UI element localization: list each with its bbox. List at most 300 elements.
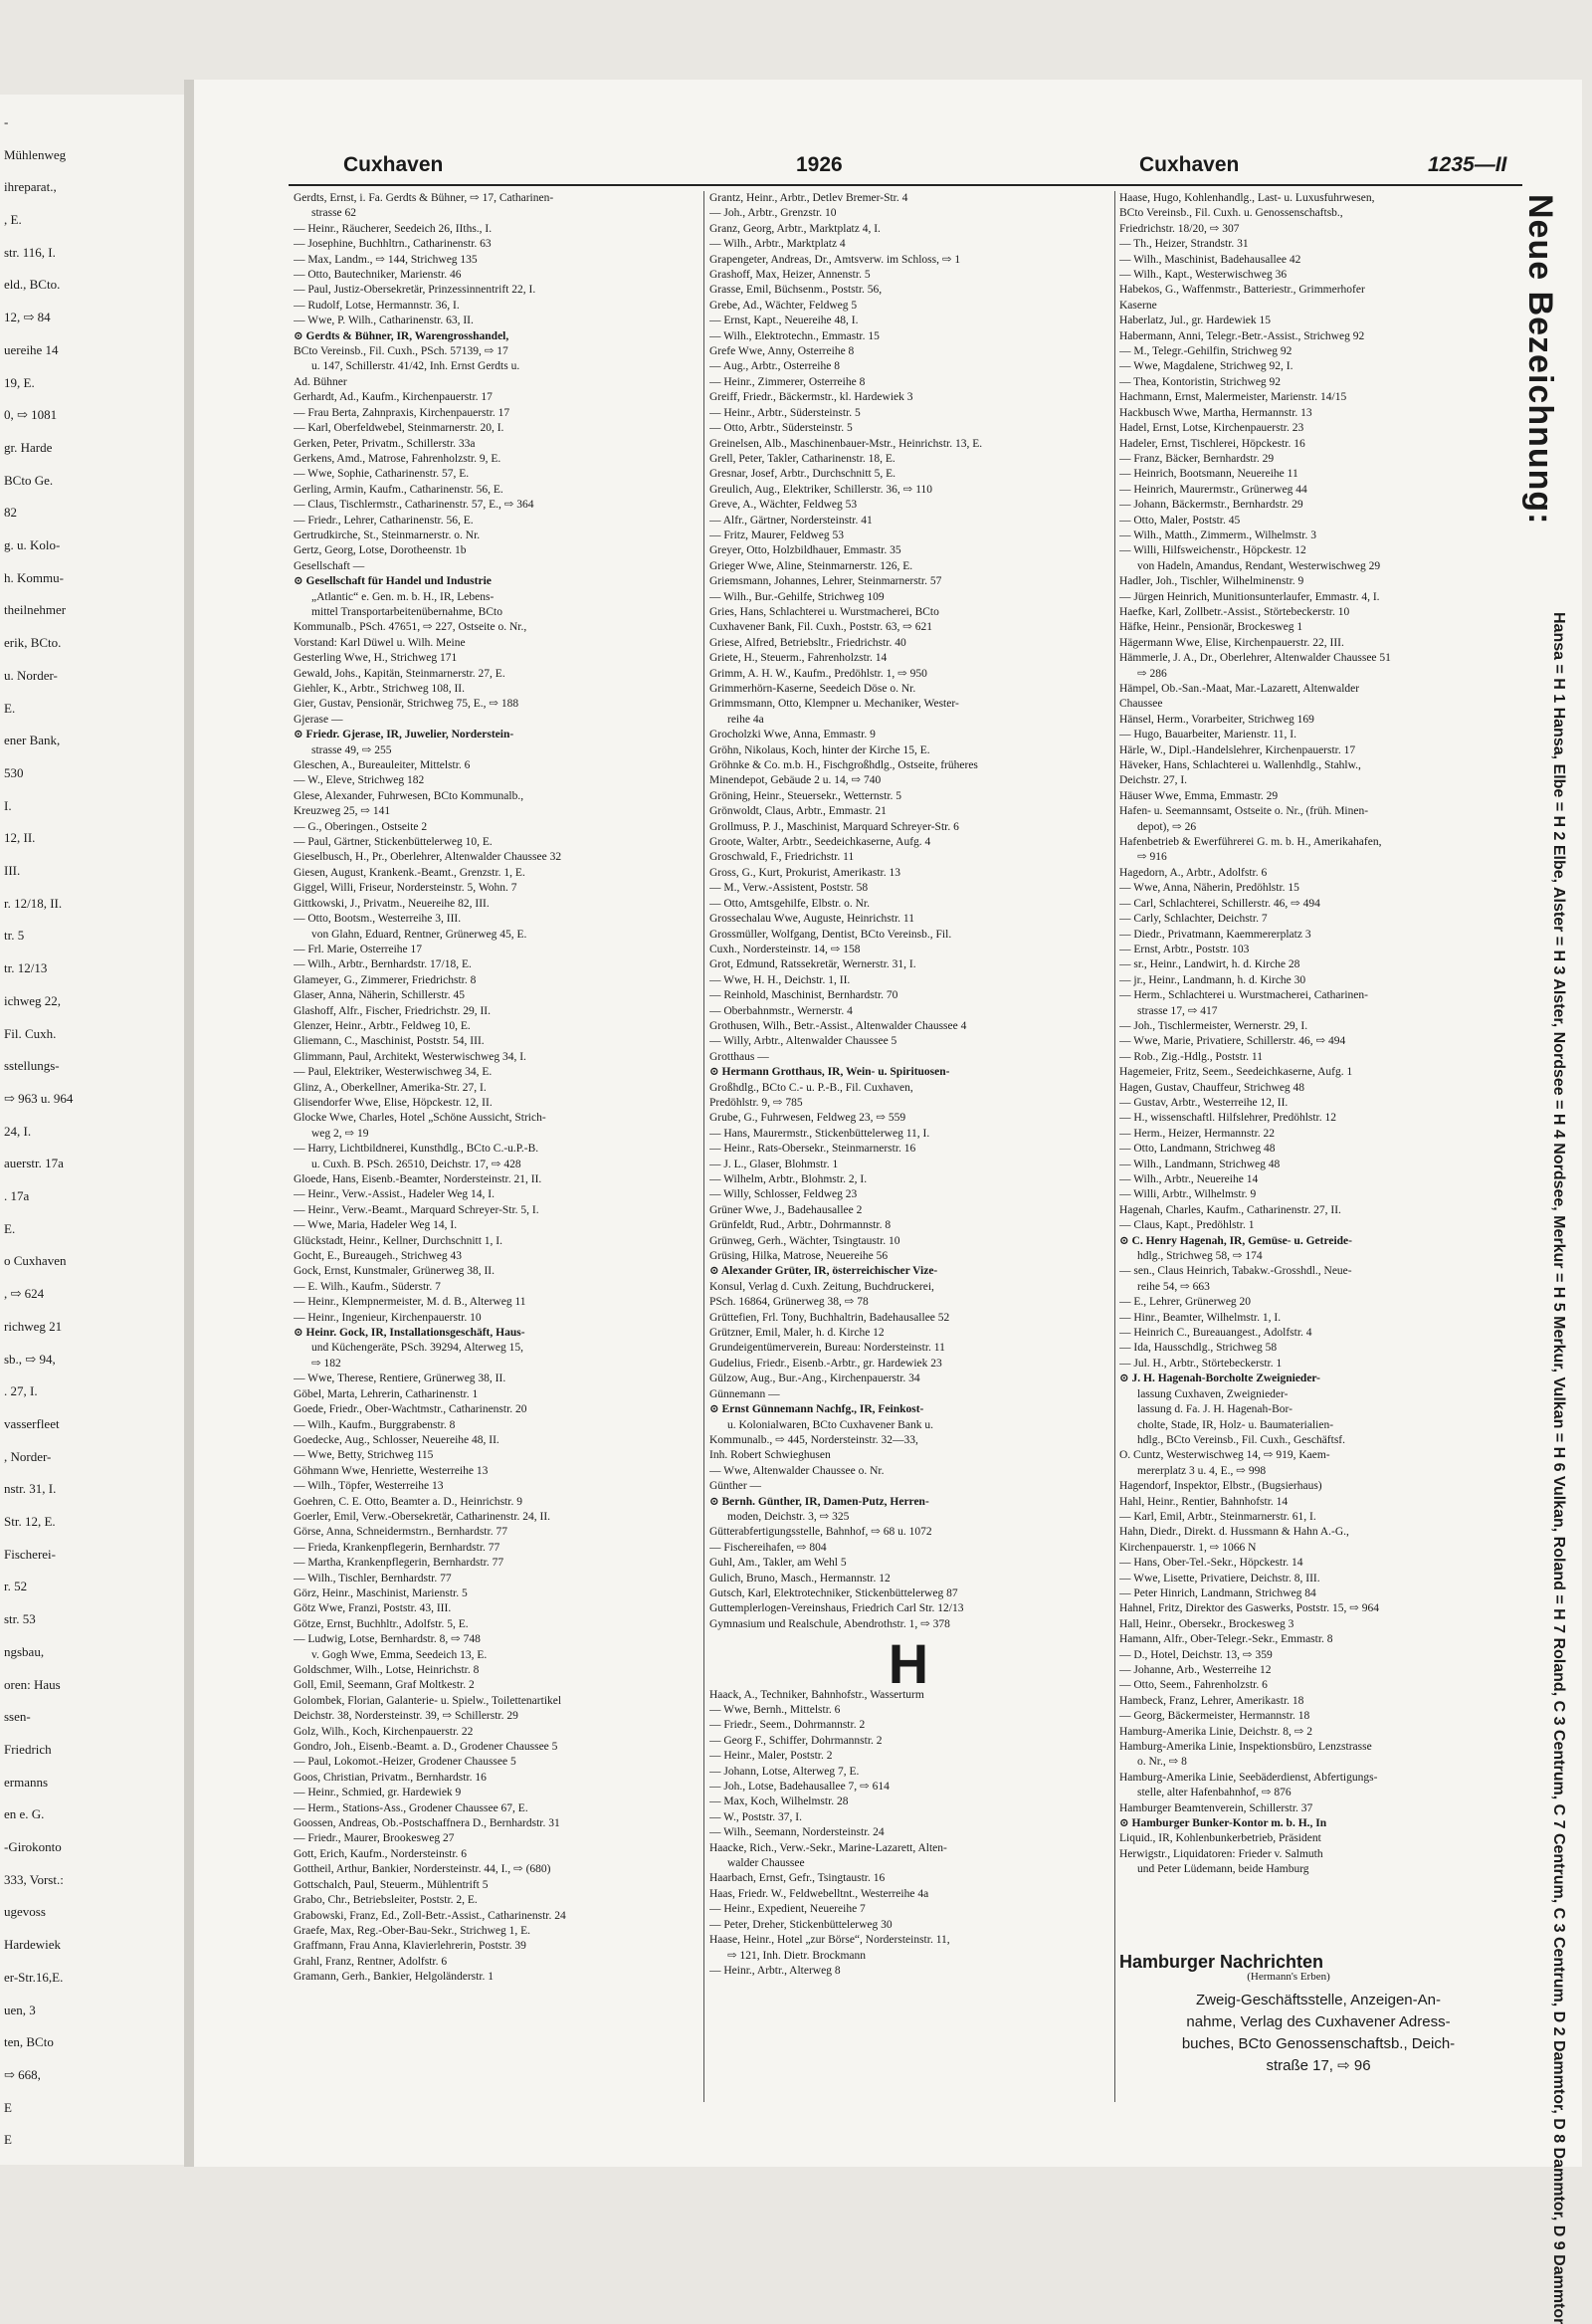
advert-line: straße 17, ⇨ 96 bbox=[1266, 2056, 1371, 2074]
directory-entry: — W., Eleve, Strichweg 182 bbox=[294, 774, 425, 787]
directory-entry: Gittkowski, J., Privatm., Neuereihe 82, III. bbox=[294, 897, 490, 910]
directory-entry: Groschwald, F., Friedrichstr. 11 bbox=[709, 851, 855, 864]
directory-entry: — M., Telegr.-Gehilfin, Strichweg 92 bbox=[1119, 345, 1293, 358]
page-header bbox=[284, 147, 1547, 183]
directory-entry: Grahl, Franz, Rentner, Adolfstr. 6 bbox=[294, 1955, 448, 1968]
fragment-text: oren: Haus bbox=[4, 1676, 61, 1692]
directory-entry: Deichstr. 38, Nordersteinstr. 39, ⇨ Schillerstr. 29 bbox=[294, 1710, 518, 1723]
directory-entry: ⊙ C. Henry Hagenah, IR, Gemüse- u. Getreide- bbox=[1119, 1234, 1352, 1247]
directory-entry: Häfke, Heinr., Pensionär, Brockesweg 1 bbox=[1119, 621, 1303, 634]
directory-entry: Predöhlstr. 9, ⇨ 785 bbox=[709, 1096, 803, 1109]
fragment-text: sb., ⇨ 94, bbox=[4, 1351, 56, 1367]
directory-entry: Görz, Heinr., Maschinist, Marienstr. 5 bbox=[294, 1586, 468, 1599]
directory-entry: — Wilh., Tischler, Bernhardstr. 77 bbox=[294, 1572, 452, 1585]
directory-entry: Minendepot, Gebäude 2 u. 14, ⇨ 740 bbox=[709, 774, 882, 787]
directory-entry: reihe 4a bbox=[727, 713, 764, 726]
directory-entry: — Wwe, Therese, Rentiere, Grünerweg 38, II. bbox=[294, 1373, 506, 1385]
directory-entry: cholte, Stade, IR, Holz- u. Baumaterialien- bbox=[1137, 1418, 1334, 1431]
directory-entry: — Wwe, H. H., Deichstr. 1, II. bbox=[709, 973, 851, 986]
directory-entry: Greinelsen, Alb., Maschinenbauer-Mstr., Heinrichstr. 13, E. bbox=[709, 437, 983, 450]
directory-entry: Haase, Heinr., Hotel „zur Börse“, Nordersteinstr. 11, bbox=[709, 1934, 950, 1947]
directory-entry: Goedecke, Aug., Schlosser, Neuereihe 48, II. bbox=[294, 1433, 499, 1446]
directory-entry: Gulich, Bruno, Masch., Hermannstr. 12 bbox=[709, 1572, 891, 1585]
advert-line: buches, BCto Genossenschaftsb., Deich- bbox=[1181, 2034, 1456, 2052]
fragment-text: , Norder- bbox=[4, 1448, 52, 1464]
directory-entry: Gutsch, Karl, Elektrotechniker, Stickenbüttelerweg 87 bbox=[709, 1586, 958, 1599]
fragment-text: ssen- bbox=[4, 1709, 31, 1725]
directory-entry: — Wwe, Sophie, Catharinenstr. 57, E. bbox=[294, 468, 470, 481]
fragment-text: g. u. Kolo- bbox=[4, 537, 61, 553]
directory-entry: von Glahn, Eduard, Rentner, Grünerweg 45, E. bbox=[311, 928, 527, 941]
directory-entry: ⇨ 182 bbox=[311, 1357, 341, 1370]
header-year: 1926 bbox=[796, 153, 843, 176]
advert-line: nahme, Verlag des Cuxhavener Adress- bbox=[1186, 2012, 1451, 2030]
directory-entry: — Heinr., Arbtr., Südersteinstr. 5 bbox=[709, 406, 861, 419]
side-legend-mapping: Hansa = H 1 Hansa, Elbe = H 2 Elbe, Alster = H 3 Alster, Nordsee = H 4 Nordsee, Merkur = H 5 Merkur, Vulkan = H 6 Vulkan, Roland = H 7 Roland, C 3 Centrum, C 7 Centrum, C 3 Centrum, D 2 Dammtor, D 8 Dammtor, D 9 Dammtor bbox=[1550, 612, 1567, 2324]
previous-page-strip bbox=[0, 95, 186, 2165]
directory-entry: — Otto, Arbtr., Südersteinstr. 5 bbox=[709, 422, 853, 435]
side-legend bbox=[1521, 194, 1587, 2324]
directory-entry: — Peter, Dreher, Stickenbüttelerweg 30 bbox=[709, 1918, 893, 1931]
directory-entry: Glashoff, Alfr., Fischer, Friedrichstr. 29, II. bbox=[294, 1004, 491, 1017]
directory-entry: Hafen- u. Seemannsamt, Ostseite o. Nr., (früh. Minen- bbox=[1119, 805, 1369, 818]
directory-entry: u. 147, Schillerstr. 41/42, Inh. Ernst Gerdts u. bbox=[311, 360, 520, 373]
directory-entry: Goos, Christian, Privatm., Bernhardstr. 16 bbox=[294, 1771, 487, 1784]
directory-entry: Gresnar, Josef, Arbtr., Durchschnitt 5, E. bbox=[709, 468, 896, 481]
directory-entry: Gerkens, Amd., Matrose, Fahrenholzstr. 9, E. bbox=[294, 452, 501, 465]
directory-entry: strasse 62 bbox=[311, 207, 357, 220]
directory-entry: Grashoff, Max, Heizer, Annenstr. 5 bbox=[709, 269, 871, 282]
directory-entry: Hagen, Gustav, Chauffeur, Strichweg 48 bbox=[1119, 1081, 1305, 1094]
directory-entry: Gerdts, Ernst, i. Fa. Gerdts & Bühner, ⇨ 17, Catharinen- bbox=[294, 192, 554, 204]
fragment-text: Friedrich bbox=[4, 1741, 52, 1757]
directory-entry: Haas, Friedr. W., Feldwebelltnt., Westerreihe 4a bbox=[709, 1887, 929, 1900]
directory-entry: Groote, Walter, Arbtr., Seedeichkaserne, Aufg. 4 bbox=[709, 836, 931, 849]
directory-entry: — Ida, Hausschdlg., Strichweg 58 bbox=[1119, 1342, 1278, 1355]
directory-entry: — Franz, Bäcker, Bernhardstr. 29 bbox=[1119, 452, 1275, 465]
directory-entry: Herwigstr., Liquidatoren: Frieder v. Salmuth bbox=[1119, 1847, 1323, 1860]
directory-entry: Graffmann, Frau Anna, Klavierlehrerin, Poststr. 39 bbox=[294, 1940, 526, 1953]
advert-text bbox=[1119, 1990, 1517, 2077]
directory-entry: — Alfr., Gärtner, Nordersteinstr. 41 bbox=[709, 514, 873, 527]
directory-entry: — Wilh., Matth., Zimmerm., Wilhelmstr. 3 bbox=[1119, 528, 1316, 541]
directory-entry: Grantz, Heinr., Arbtr., Detlev Bremer-Str. 4 bbox=[709, 192, 908, 204]
directory-entry: — Jul. H., Arbtr., Störtebeckerstr. 1 bbox=[1119, 1357, 1283, 1370]
directory-entry: Grünweg, Gerh., Wächter, Tsingtaustr. 10 bbox=[709, 1234, 900, 1247]
directory-column-3 bbox=[1119, 191, 1517, 1878]
directory-entry: Grönwoldt, Claus, Arbtr., Emmastr. 21 bbox=[709, 805, 887, 818]
directory-entry: — D., Hotel, Deichstr. 13, ⇨ 359 bbox=[1119, 1648, 1273, 1661]
fragment-text: Mühlenweg bbox=[4, 146, 67, 162]
directory-entry: Gudelius, Friedr., Eisenb.-Arbtr., gr. Hardewiek 23 bbox=[709, 1357, 942, 1370]
directory-entry: — Rudolf, Lotse, Hermannstr. 36, I. bbox=[294, 299, 460, 312]
header-rule bbox=[289, 184, 1522, 186]
directory-entry: Günther — bbox=[709, 1480, 762, 1493]
directory-entry: Götze, Ernst, Buchhltr., Adolfstr. 5, E. bbox=[294, 1617, 469, 1630]
fragment-text: E. bbox=[4, 1220, 16, 1236]
directory-entry: — Karl, Emil, Arbtr., Steinmarnerstr. 61, I. bbox=[1119, 1510, 1316, 1523]
directory-entry: v. Gogh Wwe, Emma, Seedeich 13, E. bbox=[311, 1648, 488, 1661]
directory-entry: — Reinhold, Maschinist, Bernhardstr. 70 bbox=[709, 989, 898, 1002]
directory-entry: Gütterabfertigungsstelle, Bahnhof, ⇨ 68 u. 1072 bbox=[709, 1526, 932, 1539]
directory-entry: Goll, Emil, Seemann, Graf Moltkestr. 2 bbox=[294, 1679, 475, 1692]
directory-entry: — Heinrich C., Bureauangest., Adolfstr. 4 bbox=[1119, 1327, 1312, 1340]
directory-entry: Grossmüller, Wolfgang, Dentist, BCto Vereinsb., Fil. bbox=[709, 928, 952, 941]
directory-entry: — Joh., Lotse, Badehausallee 7, ⇨ 614 bbox=[709, 1781, 890, 1794]
directory-page bbox=[194, 80, 1582, 2167]
directory-entry: — Joh., Tischlermeister, Wernerstr. 29, I. bbox=[1119, 1019, 1308, 1032]
directory-entry: — Wilh., Töpfer, Westerreihe 13 bbox=[294, 1480, 444, 1493]
directory-entry: Gleschen, A., Bureauleiter, Mittelstr. 6 bbox=[294, 759, 471, 772]
directory-entry: Goehren, C. E. Otto, Beamter a. D., Heinrichstr. 9 bbox=[294, 1495, 522, 1508]
directory-entry: — Heinr., Räucherer, Seedeich 26, IIths., I. bbox=[294, 222, 493, 235]
directory-entry: Gröning, Heinr., Steuersekr., Wetternstr. 5 bbox=[709, 789, 902, 802]
directory-entry: strasse 17, ⇨ 417 bbox=[1137, 1004, 1218, 1017]
directory-column-2 bbox=[709, 191, 1107, 1979]
directory-entry: — Wilh., Arbtr., Marktplatz 4 bbox=[709, 238, 846, 251]
directory-entry: Glückstadt, Heinr., Kellner, Durchschnitt 1, I. bbox=[294, 1234, 503, 1247]
directory-entry: — sen., Claus Heinrich, Tabakw.-Grosshdl., Neue- bbox=[1119, 1265, 1352, 1278]
fragment-text: ngsbau, bbox=[4, 1643, 45, 1659]
directory-entry: — Willy, Arbtr., Altenwalder Chaussee 5 bbox=[709, 1035, 897, 1048]
directory-entry: — Carl, Schlachterei, Schillerstr. 46, ⇨ 494 bbox=[1119, 897, 1320, 910]
directory-entry: — G., Oberingen., Ostseite 2 bbox=[294, 820, 428, 833]
directory-entry: Haberlatz, Jul., gr. Hardewiek 15 bbox=[1119, 315, 1272, 327]
directory-entry: Gröhn, Nikolaus, Koch, hinter der Kirche 15, E. bbox=[709, 743, 930, 756]
directory-entry: — Hinr., Beamter, Wilhelmstr. 1, I. bbox=[1119, 1311, 1282, 1324]
directory-entry: u. Cuxh. B. PSch. 26510, Deichstr. 17, ⇨ 428 bbox=[311, 1158, 521, 1170]
directory-entry: Cuxh., Nordersteinstr. 14, ⇨ 158 bbox=[709, 943, 861, 955]
directory-entry: — Heinr., Arbtr., Alterweg 8 bbox=[709, 1964, 841, 1977]
fragment-text: - bbox=[4, 114, 9, 129]
directory-entry: Konsul, Verlag d. Cuxh. Zeitung, Buchdruckerei, bbox=[709, 1280, 934, 1293]
directory-entry: — Wwe, Bernh., Mittelstr. 6 bbox=[709, 1704, 841, 1716]
directory-entry: Grimm, A. H. W., Kaufm., Predöhlstr. 1, ⇨ 950 bbox=[709, 667, 927, 680]
fragment-text: o Cuxhaven bbox=[4, 1253, 67, 1269]
directory-entry: — Wwe, Maria, Hadeler Weg 14, I. bbox=[294, 1219, 458, 1232]
directory-entry: lassung d. Fa. J. H. Hagenah-Bor- bbox=[1137, 1403, 1293, 1416]
directory-entry: — Heinr., Verw.-Assist., Hadeler Weg 14, I. bbox=[294, 1188, 495, 1201]
directory-entry: — Willy, Schlosser, Feldweg 23 bbox=[709, 1188, 858, 1201]
directory-entry: — Wwe, Lisette, Privatiere, Deichstr. 8, III. bbox=[1119, 1572, 1320, 1585]
directory-entry: Goossen, Andreas, Ob.-Postschaffnera D., Bernhardstr. 31 bbox=[294, 1817, 560, 1830]
directory-entry: Grüttefien, Frl. Tony, Buchhaltrin, Badehausallee 52 bbox=[709, 1311, 950, 1324]
fragment-text: gr. Harde bbox=[4, 439, 53, 455]
directory-entry: — Otto, Landmann, Strichweg 48 bbox=[1119, 1143, 1276, 1156]
fragment-text: 12, II. bbox=[4, 830, 36, 846]
fragment-text: sstellungs- bbox=[4, 1058, 60, 1074]
directory-entry: Glisendorfer Wwe, Elise, Höpckestr. 12, II. bbox=[294, 1096, 493, 1109]
directory-entry: — Gustav, Arbtr., Westerreihe 12, II. bbox=[1119, 1096, 1289, 1109]
directory-entry: — Wilh., Kaufm., Burggrabenstr. 8 bbox=[294, 1418, 456, 1431]
directory-entry: — Rob., Zig.-Hdlg., Poststr. 11 bbox=[1119, 1050, 1263, 1063]
directory-entry: Gliemann, C., Maschinist, Poststr. 54, III. bbox=[294, 1035, 485, 1048]
directory-entry: — Willi, Arbtr., Wilhelmstr. 9 bbox=[1119, 1188, 1257, 1201]
header-city-right: Cuxhaven bbox=[1139, 153, 1240, 176]
fragment-text: Fil. Cuxh. bbox=[4, 1025, 57, 1041]
directory-entry: Goldschmer, Wilh., Lotse, Heinrichstr. 8 bbox=[294, 1664, 480, 1676]
directory-column-1 bbox=[294, 191, 692, 1986]
directory-entry: Hahl, Heinr., Rentier, Bahnhofstr. 14 bbox=[1119, 1495, 1289, 1508]
fragment-text: III. bbox=[4, 863, 21, 879]
fragment-text: ermanns bbox=[4, 1774, 49, 1790]
directory-entry: Gross, G., Kurt, Prokurist, Amerikastr. 13 bbox=[709, 866, 900, 879]
directory-entry: Haarbach, Ernst, Gefr., Tsingtaustr. 16 bbox=[709, 1872, 886, 1885]
directory-entry: — Martha, Krankenpflegerin, Bernhardstr. 77 bbox=[294, 1557, 504, 1570]
directory-entry: Grell, Peter, Takler, Catharinenstr. 18, E. bbox=[709, 452, 896, 465]
directory-entry: — Otto, Maler, Poststr. 45 bbox=[1119, 514, 1241, 527]
fragment-text: . 17a bbox=[4, 1188, 30, 1204]
directory-entry: Hadeler, Ernst, Tischlerei, Höpckestr. 16 bbox=[1119, 437, 1305, 450]
directory-entry: Gröhnke & Co. m.b. H., Fischgroßhdlg., Ostseite, früheres bbox=[709, 759, 978, 772]
directory-entry: — Heinr., Klempnermeister, M. d. B., Alterweg 11 bbox=[294, 1296, 526, 1309]
directory-entry: — Aug., Arbtr., Osterreihe 8 bbox=[709, 360, 840, 373]
directory-entry: o. Nr., ⇨ 8 bbox=[1137, 1756, 1187, 1769]
directory-entry: Gewald, Johs., Kapitän, Steinmarnerstr. 27, E. bbox=[294, 667, 505, 680]
directory-entry: — Hans, Maurermstr., Stickenbüttelerweg 11, I. bbox=[709, 1127, 930, 1140]
directory-entry: weg 2, ⇨ 19 bbox=[311, 1127, 369, 1140]
directory-entry: Gülzow, Aug., Bur.-Ang., Kirchenpauerstr. 34 bbox=[709, 1373, 920, 1385]
directory-entry: Grossechalau Wwe, Auguste, Heinrichstr. 11 bbox=[709, 913, 914, 926]
directory-entry: Grüsing, Hilka, Matrose, Neuereihe 56 bbox=[709, 1250, 889, 1263]
directory-entry: Giesen, August, Krankenk.-Beamt., Grenzstr. 1, E. bbox=[294, 866, 525, 879]
fragment-text: E. bbox=[4, 700, 16, 716]
directory-entry: Hamann, Alfr., Ober-Telegr.-Sekr., Emmastr. 8 bbox=[1119, 1633, 1333, 1646]
advert-subtitle: (Hermann's Erben) bbox=[1247, 1971, 1330, 1984]
directory-entry: — Claus, Kapt., Predöhlstr. 1 bbox=[1119, 1219, 1255, 1232]
directory-entry: Greulich, Aug., Elektriker, Schillerstr. 36, ⇨ 110 bbox=[709, 483, 933, 496]
directory-entry: — Wwe, Anna, Näherin, Predöhlstr. 15 bbox=[1119, 882, 1299, 895]
directory-entry: u. Kolonialwaren, BCto Cuxhavener Bank u. bbox=[727, 1418, 933, 1431]
page-gutter bbox=[184, 80, 194, 2167]
directory-entry: Habermann, Anni, Telegr.-Betr.-Assist., Strichweg 92 bbox=[1119, 329, 1365, 342]
directory-entry: Häveker, Hans, Schlachterei u. Wallenhdlg., Stahlw., bbox=[1119, 759, 1361, 772]
directory-entry: — Otto, Amtsgehilfe, Elbstr. o. Nr. bbox=[709, 897, 870, 910]
directory-entry: — Karl, Oberfeldwebel, Steinmarnerstr. 20, I. bbox=[294, 422, 504, 435]
directory-entry: Gerken, Peter, Privatm., Schillerstr. 33a bbox=[294, 437, 476, 450]
fragment-text: 19, E. bbox=[4, 374, 35, 390]
directory-entry: Haase, Hugo, Kohlenhandlg., Last- u. Luxusfuhrwesen, bbox=[1119, 192, 1375, 204]
directory-entry: — Th., Heizer, Strandstr. 31 bbox=[1119, 238, 1249, 251]
directory-entry: — Wwe, Marie, Privatiere, Schillerstr. 46, ⇨ 494 bbox=[1119, 1035, 1346, 1048]
directory-entry: Greve, A., Wächter, Feldweg 53 bbox=[709, 499, 858, 512]
fragment-text: Hardewiek bbox=[4, 1937, 62, 1953]
directory-entry: Haack, A., Techniker, Bahnhofstr., Wasserturm bbox=[709, 1688, 924, 1701]
directory-entry: — Joh., Arbtr., Grenzstr. 10 bbox=[709, 207, 837, 220]
directory-entry: Cuxhavener Bank, Fil. Cuxh., Poststr. 63, ⇨ 621 bbox=[709, 621, 932, 634]
directory-entry: Grollmuss, P. J., Maschinist, Marquard Schreyer-Str. 6 bbox=[709, 820, 959, 833]
fragment-text: str. 116, I. bbox=[4, 244, 56, 260]
directory-entry: — Herm., Schlachterei u. Wurstmacherei, Catharinen- bbox=[1119, 989, 1368, 1002]
fragment-text: -Girokonto bbox=[4, 1839, 62, 1855]
fragment-text: nstr. 31, I. bbox=[4, 1481, 57, 1497]
fragment-text: tr. 12/13 bbox=[4, 960, 48, 976]
directory-entry: — Josephine, Buchhltrn., Catharinenstr. 63 bbox=[294, 238, 492, 251]
directory-entry: Kommunalb., PSch. 47651, ⇨ 227, Ostseite o. Nr., bbox=[294, 621, 527, 634]
directory-entry: Hagenah, Charles, Kaufm., Catharinenstr. 27, II. bbox=[1119, 1203, 1341, 1216]
directory-entry: mererplatz 3 u. 4, E., ⇨ 998 bbox=[1137, 1464, 1267, 1477]
directory-entry: hdlg., Strichweg 58, ⇨ 174 bbox=[1137, 1250, 1263, 1263]
directory-entry: Griete, H., Steuerm., Fahrenholzstr. 14 bbox=[709, 652, 888, 665]
directory-entry: — Wilh., Bur.-Gehilfe, Strichweg 109 bbox=[709, 590, 885, 603]
directory-entry: Gramann, Gerh., Bankier, Helgoländerstr. 1 bbox=[294, 1971, 495, 1984]
directory-entry: Hambeck, Franz, Lehrer, Amerikastr. 18 bbox=[1119, 1694, 1304, 1707]
fragment-text: en e. G. bbox=[4, 1806, 45, 1822]
directory-entry: Hagemeier, Fritz, Seem., Seedeichkaserne, Aufg. 1 bbox=[1119, 1066, 1353, 1079]
fragment-text: Fischerei- bbox=[4, 1546, 56, 1562]
directory-entry: Ad. Bühner bbox=[294, 375, 347, 388]
directory-entry: Deichstr. 27, I. bbox=[1119, 774, 1188, 787]
directory-entry: — E., Lehrer, Grünerweg 20 bbox=[1119, 1296, 1252, 1309]
fragment-text: BCto Ge. bbox=[4, 472, 54, 488]
directory-entry: Haacke, Rich., Verw.-Sekr., Marine-Lazarett, Alten- bbox=[709, 1841, 947, 1854]
directory-entry: Kaserne bbox=[1119, 299, 1157, 312]
directory-entry: Glaser, Anna, Näherin, Schillerstr. 45 bbox=[294, 989, 466, 1002]
directory-entry: Hall, Heinr., Obersekr., Brockesweg 3 bbox=[1119, 1617, 1294, 1630]
fragment-text: ichweg 22, bbox=[4, 992, 62, 1008]
directory-entry: walder Chaussee bbox=[727, 1857, 805, 1870]
directory-entry: Grabo, Chr., Betriebsleiter, Poststr. 2, E. bbox=[294, 1894, 478, 1907]
directory-entry: Guttemplerlogen-Vereinshaus, Friedrich Carl Str. 12/13 bbox=[709, 1602, 964, 1615]
directory-entry: Griese, Alfred, Betriebsltr., Friedrichstr. 40 bbox=[709, 636, 906, 649]
directory-entry: — Wilh., Seemann, Nordersteinstr. 24 bbox=[709, 1826, 885, 1839]
directory-entry: Grefe Wwe, Anny, Osterreihe 8 bbox=[709, 345, 855, 358]
directory-entry: Grot, Edmund, Ratssekretär, Wernerstr. 31, I. bbox=[709, 958, 916, 971]
directory-entry: Griemsmann, Johannes, Lehrer, Steinmarnerstr. 57 bbox=[709, 575, 942, 588]
fragment-text: 0, ⇨ 1081 bbox=[4, 407, 58, 423]
directory-entry: Gjerase — bbox=[294, 713, 343, 726]
directory-entry: Greiff, Friedr., Bäckermstr., kl. Hardewiek 3 bbox=[709, 391, 913, 404]
fragment-text: Str. 12, E. bbox=[4, 1514, 56, 1530]
directory-entry: — Friedr., Seem., Dohrmannstr. 2 bbox=[709, 1719, 866, 1732]
directory-entry: Habekos, G., Waffenmstr., Batteriestr., Grimmerhofer bbox=[1119, 284, 1365, 297]
directory-entry: Friedrichstr. 18/20, ⇨ 307 bbox=[1119, 222, 1240, 235]
directory-entry: — Heinrich, Maurermstr., Grünerweg 44 bbox=[1119, 483, 1307, 496]
directory-entry: — Friedr., Lehrer, Catharinenstr. 56, E. bbox=[294, 514, 474, 527]
directory-entry: — sr., Heinr., Landwirt, h. d. Kirche 28 bbox=[1119, 958, 1300, 971]
directory-entry: — M., Verw.-Assistent, Poststr. 58 bbox=[709, 882, 869, 895]
directory-entry: — Fritz, Maurer, Feldweg 53 bbox=[709, 528, 844, 541]
directory-entry: — Heinr., Verw.-Beamt., Marquard Schreyer-Str. 5, I. bbox=[294, 1203, 539, 1216]
directory-entry: Göhmann Wwe, Henriette, Westerreihe 13 bbox=[294, 1464, 489, 1477]
directory-entry: — Johann, Lotse, Alterweg 7, E. bbox=[709, 1765, 860, 1778]
fragment-text: richweg 21 bbox=[4, 1318, 63, 1334]
directory-entry: — Carly, Schlachter, Deichstr. 7 bbox=[1119, 913, 1268, 926]
directory-entry: — Otto, Bootsm., Westerreihe 3, III. bbox=[294, 913, 462, 926]
fragment-text: er-Str.16,E. bbox=[4, 1969, 64, 1985]
directory-entry: — Wwe, Magdalene, Strichweg 92, I. bbox=[1119, 360, 1294, 373]
directory-entry: reihe 54, ⇨ 663 bbox=[1137, 1280, 1210, 1293]
directory-entry: Grundeigentümerverein, Bureau: Nordersteinstr. 11 bbox=[709, 1342, 945, 1355]
directory-entry: Granz, Georg, Arbtr., Marktplatz 4, I. bbox=[709, 222, 881, 235]
directory-entry: Goerler, Emil, Verw.-Obersekretär, Catharinenstr. 24, II. bbox=[294, 1510, 551, 1523]
fragment-text: ten, BCto bbox=[4, 2034, 54, 2050]
directory-entry: — Heinr., Rats-Obersekr., Steinmarnerstr. 16 bbox=[709, 1143, 916, 1156]
directory-entry: — Heinr., Maler, Poststr. 2 bbox=[709, 1750, 833, 1763]
directory-entry: Gertz, Georg, Lotse, Dorotheenstr. 1b bbox=[294, 544, 467, 557]
directory-entry: — Johann, Bäckermstr., Bernhardstr. 29 bbox=[1119, 499, 1303, 512]
directory-entry: Hadel, Ernst, Lotse, Kirchenpauerstr. 23 bbox=[1119, 422, 1304, 435]
directory-entry: ⊙ Ernst Günnemann Nachfg., IR, Feinkost- bbox=[709, 1403, 924, 1416]
directory-entry: Göbel, Marta, Lehrerin, Catharinenstr. 1 bbox=[294, 1387, 479, 1400]
directory-entry: Glinz, A., Oberkellner, Amerika-Str. 27, I. bbox=[294, 1081, 487, 1094]
directory-entry: Götz Wwe, Franzi, Poststr. 43, III. bbox=[294, 1602, 452, 1615]
directory-entry: — Max, Landm., ⇨ 144, Strichweg 135 bbox=[294, 253, 478, 266]
newspaper-advert bbox=[1119, 1941, 1517, 2077]
directory-entry: Grasse, Emil, Büchsenm., Poststr. 56, bbox=[709, 284, 883, 297]
directory-entry: — Paul, Elektriker, Westerwischweg 34, E. bbox=[294, 1066, 493, 1079]
directory-entry: ⊙ Friedr. Gjerase, IR, Juwelier, Norderstein- bbox=[294, 729, 514, 741]
fragment-text: uen, 3 bbox=[4, 2002, 36, 2017]
directory-entry: Greyer, Otto, Holzbildhauer, Emmastr. 35 bbox=[709, 544, 901, 557]
directory-entry: Grimmsmann, Otto, Klempner u. Mechaniker, Wester- bbox=[709, 698, 959, 711]
directory-entry: — Wwe, Betty, Strichweg 115 bbox=[294, 1449, 434, 1462]
directory-entry: Hackbusch Wwe, Martha, Hermannstr. 13 bbox=[1119, 406, 1312, 419]
directory-entry: Gertrudkirche, St., Steinmarnerstr. o. Nr. bbox=[294, 528, 481, 541]
directory-entry: — Wilhelm, Arbtr., Blohmstr. 2, I. bbox=[709, 1173, 868, 1185]
directory-entry: Grotthaus — bbox=[709, 1050, 769, 1063]
directory-entry: — Peter Hinrich, Landmann, Strichweg 84 bbox=[1119, 1586, 1316, 1599]
directory-entry: „Atlantic“ e. Gen. m. b. H., IR, Lebens- bbox=[311, 590, 495, 603]
directory-entry: Hägermann Wwe, Elise, Kirchenpauerstr. 22, III. bbox=[1119, 636, 1344, 649]
directory-entry: lassung Cuxhaven, Zweignieder- bbox=[1137, 1387, 1289, 1400]
directory-entry: — Wilh., Kapt., Westerwischweg 36 bbox=[1119, 269, 1288, 282]
directory-entry: — Hugo, Bauarbeiter, Marienstr. 11, I. bbox=[1119, 729, 1296, 741]
directory-entry: Grünfeldt, Rud., Arbtr., Dohrmannstr. 8 bbox=[709, 1219, 892, 1232]
directory-entry: Gymnasium und Realschule, Abendrothstr. 1, ⇨ 378 bbox=[709, 1617, 950, 1630]
directory-entry: Golz, Wilh., Koch, Kirchenpauerstr. 22 bbox=[294, 1725, 474, 1738]
directory-entry: stelle, alter Hafenbahnhof, ⇨ 876 bbox=[1137, 1787, 1292, 1799]
directory-entry: PSch. 16864, Grünerweg 38, ⇨ 78 bbox=[709, 1296, 869, 1309]
directory-entry: — E. Wilh., Kaufm., Süderstr. 7 bbox=[294, 1280, 441, 1293]
directory-entry: — Herm., Heizer, Hermannstr. 22 bbox=[1119, 1127, 1276, 1140]
directory-entry: Vorstand: Karl Düwel u. Wilh. Meine bbox=[294, 636, 466, 649]
fragment-text: 82 bbox=[4, 505, 17, 521]
directory-entry: — Wilh., Arbtr., Neuereihe 14 bbox=[1119, 1173, 1259, 1185]
fragment-text: h. Kommu- bbox=[4, 569, 64, 585]
directory-entry: ⊙ Gerdts & Bühner, IR, Warengrosshandel, bbox=[294, 329, 509, 342]
directory-entry: Gock, Ernst, Kunstmaler, Grünerweg 38, II. bbox=[294, 1265, 496, 1278]
directory-entry: — Heinrich, Bootsmann, Neuereihe 11 bbox=[1119, 468, 1298, 481]
directory-entry: ⇨ 916 bbox=[1137, 851, 1167, 864]
directory-entry: Häuser Wwe, Emma, Emmastr. 29 bbox=[1119, 789, 1279, 802]
directory-entry: Hahnel, Fritz, Direktor des Gaswerks, Poststr. 15, ⇨ 964 bbox=[1119, 1602, 1380, 1615]
directory-entry: Hachmann, Ernst, Malermeister, Marienstr. 14/15 bbox=[1119, 391, 1347, 404]
directory-entry: Härle, W., Dipl.-Handelslehrer, Kirchenpauerstr. 17 bbox=[1119, 743, 1356, 756]
directory-entry: — Paul, Gärtner, Stickenbüttelerweg 10, E. bbox=[294, 836, 493, 849]
directory-entry: ⇨ 286 bbox=[1137, 667, 1167, 680]
directory-entry: Grieger Wwe, Aline, Steinmarnerstr. 126, E. bbox=[709, 559, 913, 572]
fragment-text: . 27, I. bbox=[4, 1383, 38, 1399]
fragment-text: r. 52 bbox=[4, 1579, 28, 1594]
directory-entry: Gerhardt, Ad., Kaufm., Kirchenpauerstr. 17 bbox=[294, 391, 493, 404]
directory-entry: — Wilh., Arbtr., Bernhardstr. 17/18, E. bbox=[294, 958, 472, 971]
directory-entry: Hafenbetrieb & Ewerführerei G. m. b. H., Amerikahafen, bbox=[1119, 836, 1382, 849]
fragment-text: str. 53 bbox=[4, 1611, 36, 1627]
directory-entry: — J. L., Glaser, Blohmstr. 1 bbox=[709, 1158, 839, 1170]
directory-entry: — Paul, Lokomot.-Heizer, Grodener Chaussee 5 bbox=[294, 1756, 516, 1769]
directory-entry: — Willi, Hilfsweichenstr., Höpckestr. 12 bbox=[1119, 544, 1306, 557]
directory-entry: Gier, Gustav, Pensionär, Strichweg 75, E., ⇨ 188 bbox=[294, 698, 519, 711]
directory-entry: Goede, Friedr., Ober-Wachtmstr., Catharinenstr. 20 bbox=[294, 1403, 527, 1416]
directory-entry: — Frl. Marie, Osterreihe 17 bbox=[294, 943, 423, 955]
side-legend-title: Neue Bezeichnung: bbox=[1521, 194, 1559, 526]
directory-entry: — Harry, Lichtbildnerei, Kunsthdlg., BCto C.-u.P.-B. bbox=[294, 1143, 539, 1156]
directory-entry: O. Cuntz, Westerwischweg 14, ⇨ 919, Kaem- bbox=[1119, 1449, 1330, 1462]
fragment-text: theilnehmer bbox=[4, 602, 67, 618]
directory-entry: ⊙ J. H. Hagenah-Borcholte Zweignieder- bbox=[1119, 1373, 1320, 1385]
directory-entry: strasse 49, ⇨ 255 bbox=[311, 743, 392, 756]
